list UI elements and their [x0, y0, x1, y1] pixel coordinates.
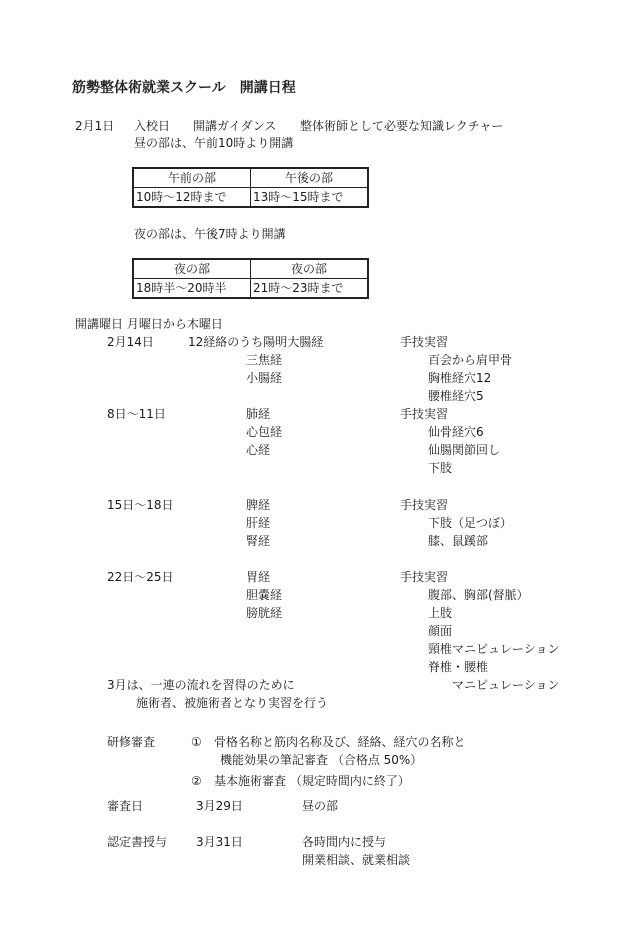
table-header-night-2: 夜の部 — [251, 259, 369, 279]
certificate-label: 認定書授与 — [107, 835, 168, 849]
meridian-item: 胆嚢経 — [246, 588, 283, 602]
exam-day-note: 昼の部 — [302, 799, 339, 813]
intro-guidance: 開講ガイダンス — [193, 119, 277, 133]
schedule-date: 15日～18日 — [107, 498, 174, 512]
table-header-morning: 午前の部 — [133, 168, 251, 188]
practice-label: 手技実習 — [400, 335, 449, 349]
table-cell-afternoon-time: 13時～15時まで — [251, 188, 369, 208]
exam-item-2-marker: ② — [191, 774, 202, 788]
practice-item: 仙骨経穴6 — [428, 425, 484, 439]
schedule-date: 2月14日 — [107, 335, 154, 349]
page-title: 筋勢整体術就業スクール 開講日程 — [72, 80, 296, 96]
practice-item: 下肢（足つぼ） — [428, 516, 513, 530]
exam-item-1-line2: 機能効果の筆記審査 （合格点 50%） — [220, 753, 423, 767]
table-header-afternoon: 午後の部 — [251, 168, 369, 188]
march-note-line1: 3月は、一連の流れを習得のために — [107, 678, 295, 692]
exam-day-label: 審査日 — [107, 799, 144, 813]
march-note-line2: 施術者、被施術者となり実習を行う — [136, 696, 329, 710]
practice-item: 仙腸関節回し — [428, 443, 501, 457]
schedule-date: 22日～25日 — [107, 570, 174, 584]
meridian-item: 脾経 — [246, 498, 271, 512]
meridian-item: 肝経 — [246, 516, 271, 530]
night-session-table — [132, 258, 369, 299]
practice-label: 手技実習 — [400, 570, 449, 584]
table-cell-night-1-time: 18時半～20時半 — [133, 279, 251, 299]
meridian-item: 12経絡のうち陽明大腸経 — [188, 335, 324, 349]
meridian-item: 膀胱経 — [246, 606, 283, 620]
meridian-item: 小腸経 — [246, 371, 283, 385]
practice-item: 脊椎・腰椎 — [428, 660, 489, 674]
intro-event: 入校日 — [134, 119, 171, 133]
table-cell-morning-time: 10時～12時まで — [133, 188, 251, 208]
meridian-item: 三焦経 — [246, 353, 283, 367]
practice-label: 手技実習 — [400, 407, 449, 421]
practice-item: 頸椎マニピュレーション — [428, 642, 560, 656]
practice-item: 膝、鼠蹊部 — [428, 534, 489, 548]
meridian-item: 胃経 — [246, 570, 271, 584]
practice-item: マニピュレーション — [452, 678, 560, 692]
exam-label: 研修審査 — [107, 735, 156, 749]
practice-item: 上肢 — [428, 606, 453, 620]
schedule-date: 8日～11日 — [107, 407, 166, 421]
exam-item-1-line1: 骨格名称と筋肉名称及び、経絡、経穴の名称と — [214, 735, 466, 749]
night-session-note: 夜の部は、午後7時より開講 — [134, 227, 286, 241]
certificate-note-1: 各時間内に授与 — [302, 835, 387, 849]
table-cell-night-2-time: 21時～23時まで — [251, 279, 369, 299]
exam-item-1-marker: ① — [191, 735, 202, 749]
practice-item: 下肢 — [428, 461, 453, 475]
meridian-item: 心包経 — [246, 425, 283, 439]
certificate-date: 3月31日 — [196, 835, 243, 849]
table-header-night-1: 夜の部 — [133, 259, 251, 279]
practice-item: 胸椎経穴12 — [428, 371, 492, 385]
meridian-item: 肺経 — [246, 407, 271, 421]
certificate-note-2: 開業相談、就業相談 — [302, 853, 411, 867]
exam-item-2: 基本施術審査 （規定時間内に終了） — [214, 774, 410, 788]
exam-day-date: 3月29日 — [196, 799, 243, 813]
practice-label: 手技実習 — [400, 498, 449, 512]
practice-item: 顔面 — [428, 624, 453, 638]
meridian-item: 心経 — [246, 443, 271, 457]
intro-date: 2月1日 — [75, 119, 115, 133]
practice-item: 腹部、胸部(督脈） — [428, 588, 529, 602]
weekdays-note: 開講曜日 月曜日から木曜日 — [75, 317, 223, 331]
practice-item: 百会から肩甲骨 — [428, 353, 513, 367]
intro-lecture: 整体術師として必要な知識レクチャー — [300, 119, 504, 133]
day-session-note: 昼の部は、午前10時より開講 — [134, 136, 294, 150]
practice-item: 腰椎経穴5 — [428, 389, 484, 403]
meridian-item: 腎経 — [246, 534, 271, 548]
day-session-table — [132, 167, 369, 208]
